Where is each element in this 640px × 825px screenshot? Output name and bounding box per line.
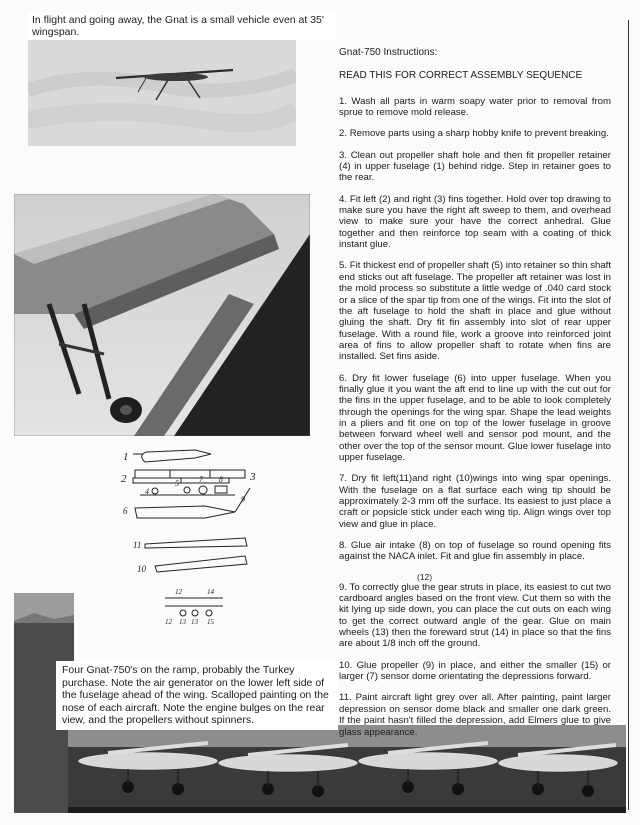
step-3 <box>339 150 611 184</box>
diagram-label: 8 <box>219 475 223 484</box>
step-text: Dry fit left(11)and right (10)wings into wing spar openings. With the fuselage on a flat surface each wing tip should be approximately 2-3 mm off the surface. Its easiest to just place a craft or popsicle stick under each wing tip. Align wings over top view and glue in place. <box>339 473 611 530</box>
step-number: 6. <box>339 372 348 384</box>
step-number: 8. <box>339 540 348 552</box>
diagram-label: 1 <box>123 451 129 463</box>
diagram-label: 15 <box>207 618 214 626</box>
diagram-label: 4 <box>145 487 149 496</box>
step-4 <box>339 194 611 251</box>
step-6 <box>339 373 611 464</box>
diagram-label: 12 <box>165 618 172 626</box>
step-text: Paint aircraft light grey over all. After painting, paint larger depression on sensor dome black and smaller one dark green. If the paint hasn't filled the depression, add Elmers glue to give glass appearance. <box>339 692 611 738</box>
diagram-label: 13 <box>179 618 186 626</box>
step-number: 11. <box>339 692 352 704</box>
diagram-label: 9 <box>241 495 245 504</box>
instructions-column <box>339 47 611 748</box>
parts-diagram <box>115 448 305 648</box>
diagram-label: 5 <box>175 479 179 488</box>
diagram-label: 6 <box>123 506 128 516</box>
step-number: 10. <box>339 659 353 671</box>
step-5 <box>339 260 611 362</box>
bottom-photo-caption: Four Gnat-750's on the ramp, probably the Turkey purchase. Note the air generator on the lower left side of the fuselage ahead of the wing. Scalloped painting on the nose of each aircraft. Note the engine bulges on the rear view, and the propellers without spinners. <box>56 661 338 730</box>
diagram-label: 2 <box>121 473 127 485</box>
step-number: 3. <box>339 149 348 161</box>
diagram-label: 7 <box>199 475 203 484</box>
top-photo-caption: In flight and going away, the Gnat is a small vehicle even at 35' wingspan. <box>28 12 336 40</box>
step-text: Clean out propeller shaft hole and then fit propeller retainer (4) in upper fuselage (1) behind ridge. Step in retainer goes to the rear. <box>339 149 611 184</box>
gnat-flight-illustration <box>28 30 296 146</box>
gnat-wing-illustration <box>14 194 310 436</box>
step-number: 9. <box>339 581 348 593</box>
step-text: Glue propeller (9) in place, and either the smaller (15) or larger (7) sensor dome orientating the depressions forward. <box>339 659 611 683</box>
diagram-label: 10 <box>137 564 146 574</box>
step-number: 4. <box>339 193 348 205</box>
step-1 <box>339 96 611 119</box>
step-number: 5. <box>339 260 348 272</box>
diagram-label: 11 <box>133 540 142 550</box>
step-text: Remove parts using a sharp hobby knife to prevent breaking. <box>349 128 609 140</box>
gnat-wing-photo <box>14 194 310 436</box>
diagram-label: 12 <box>175 588 182 596</box>
step-text: Fit thickest end of propeller shaft (5) into retainer so thin shaft end sticks out aft fuselage. The propeller aft retainer was lost in the mold process so substitute a little wedge of .040 card stock or a slice of the spar tip from one of the wings. Fit into the slot of the aft fuselage to hold the shaft in place and glue without gluing the shaft. Dry fit fin assembly into slot of rear upper fuselage. With a round file, work a groove into reinforced joint area of fins to allow propeller shaft to rotate when fins are installed. Set fins aside. <box>339 260 611 363</box>
step-2 <box>339 128 611 139</box>
diagram-label: 3 <box>250 471 256 483</box>
step-8 <box>339 540 611 563</box>
step-text: Fit left (2) and right (3) fins together. Hold over top drawing to make sure you have the right aft sweep to them, and overhead view to make sure your have the correct anhedral. Glue together and then reinforce top seam with a coating of thick instant glue. <box>339 193 611 251</box>
step-number: 2. <box>339 128 348 140</box>
step-text: Dry fit lower fuselage (6) into upper fuselage. When you finally glue it you want the aft end to line up with the cut out for the fins in the upper fuselage, and to be able to look completely through the openings for the wing spar. Shape the lead weights in a pliers and fit one on top of the lower fuselage in groove between forward wheel well and sensor pod mount, and the other over the top of the sensor mount. Glue lower fuselage into upper fuselage. <box>339 372 611 463</box>
instructions-title: Gnat-750 Instructions: <box>339 47 438 58</box>
step-text: To correctly glue the gear struts in place, its easiest to cut two cardboard angles based on the front view. Cut them so with the kit lying up side down, you can place the cut outs on each wing to get the correct outward angle of the gear. Glue on main wheels (13) then the foreward strut (14) in place so that the fins are about 1/8 inch off the ground. <box>339 581 611 650</box>
step-10 <box>339 660 611 683</box>
gnat-flight-photo <box>28 30 296 146</box>
step-7 <box>339 473 611 530</box>
step-number: 7. <box>339 473 348 485</box>
sequence-notice: READ THIS FOR CORRECT ASSEMBLY SEQUENCE <box>339 70 583 82</box>
frame-divider <box>628 20 629 810</box>
step-11 <box>339 692 611 737</box>
diagram-label: 14 <box>207 588 214 596</box>
step-text: Wash all parts in warm soapy water prior to removal from sprue to remove mold release. <box>339 95 611 119</box>
diagram-label: 13 <box>191 618 198 626</box>
step-9 <box>339 582 611 650</box>
step-number: 1. <box>339 95 348 107</box>
step-9-annotation: (12) <box>417 571 433 582</box>
step-text: Glue air intake (8) on top of fuselage so round opening fits against the NACA inlet. Fit and glue fin assembly in place. <box>339 540 611 563</box>
